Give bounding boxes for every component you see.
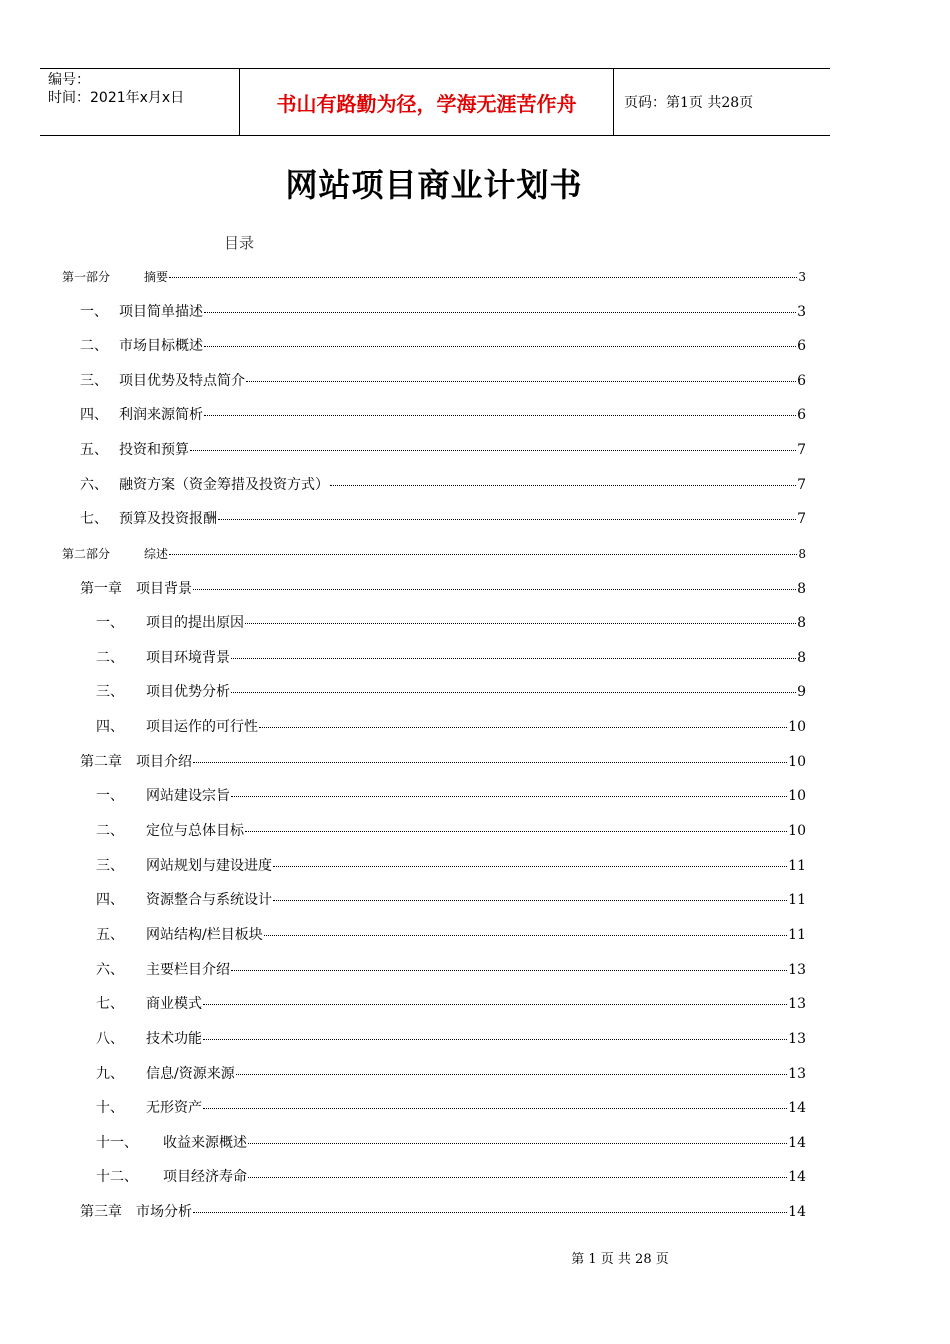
toc-entry-label: 定位与总体目标	[146, 823, 244, 839]
toc-dot-leader	[218, 505, 796, 520]
toc-dot-leader	[246, 367, 796, 382]
toc-entry-number: 十、	[96, 1100, 124, 1116]
toc-entry-number: 五、	[80, 442, 108, 458]
toc-dot-leader	[169, 263, 797, 278]
number-label: 编号：	[48, 72, 90, 88]
page-header	[40, 68, 830, 136]
toc-entry-number: 五、	[96, 927, 124, 943]
toc-entry-label: 综述	[144, 547, 169, 561]
toc-entry-number: 三、	[80, 373, 108, 389]
toc-entry-number: 十一、	[96, 1135, 138, 1151]
time-label: 时间：2021年x月x日	[48, 90, 185, 106]
toc-entry[interactable]	[80, 301, 806, 321]
toc-dot-leader	[169, 540, 797, 555]
toc-entry[interactable]	[96, 993, 806, 1013]
toc-entry-label: 项目运作的可行性	[146, 719, 258, 735]
toc-entry-page: 7	[797, 442, 806, 458]
toc-entry[interactable]	[96, 716, 806, 736]
toc-entry-page: 7	[797, 477, 806, 493]
toc-entry-number: 二、	[96, 650, 124, 666]
toc-entry-number: 十二、	[96, 1169, 138, 1185]
toc-entry-label: 摘要	[144, 270, 169, 284]
toc-entry[interactable]	[80, 439, 806, 459]
toc-entry-page: 3	[797, 304, 806, 320]
toc-dot-leader	[248, 1129, 787, 1144]
toc-entry-label: 项目介绍	[136, 754, 192, 770]
toc-entry[interactable]	[80, 474, 806, 494]
toc-entry[interactable]	[96, 1132, 806, 1152]
toc-entry[interactable]	[62, 266, 806, 286]
toc-entry-page: 13	[788, 1031, 806, 1047]
toc-entry-label: 技术功能	[146, 1031, 202, 1047]
toc-dot-leader	[264, 921, 787, 936]
toc-entry-page: 13	[788, 962, 806, 978]
toc-entry-number: 二、	[80, 338, 108, 354]
toc-entry-page: 8	[797, 650, 806, 666]
toc-entry-page: 3	[798, 270, 806, 284]
toc-entry[interactable]	[96, 959, 806, 979]
toc-entry-number: 八、	[96, 1031, 124, 1047]
toc-entry-number: 七、	[96, 996, 124, 1012]
toc-entry[interactable]	[96, 924, 806, 944]
toc-dot-leader	[231, 678, 796, 693]
toc-entry-number: 三、	[96, 684, 124, 700]
toc-entry[interactable]	[80, 370, 806, 390]
toc-entry[interactable]	[96, 785, 806, 805]
toc-dot-leader	[231, 956, 787, 971]
toc-entry-number: 一、	[80, 304, 108, 320]
toc-dot-leader	[248, 1163, 787, 1178]
toc-entry-number: 四、	[80, 407, 108, 423]
toc-entry-number: 第一部分	[62, 270, 111, 284]
toc-entry-label: 网站结构/栏目板块	[146, 927, 263, 943]
toc-entry[interactable]	[96, 647, 806, 667]
toc-entry-number: 第二章	[80, 754, 122, 770]
toc-entry-label: 投资和预算	[119, 442, 189, 458]
toc-entry-number: 第三章	[80, 1204, 122, 1220]
toc-entry-page: 7	[797, 511, 806, 527]
toc-entry-page: 6	[797, 373, 806, 389]
toc-entry-label: 项目优势及特点简介	[119, 373, 245, 389]
toc-entry-number: 第二部分	[62, 547, 111, 561]
toc-entry[interactable]	[96, 681, 806, 701]
toc-entry-label: 收益来源概述	[163, 1135, 247, 1151]
toc-entry-label: 网站建设宗旨	[146, 788, 230, 804]
document-title: 网站项目商业计划书	[285, 166, 583, 204]
toc-dot-leader	[236, 1060, 787, 1075]
toc-entry[interactable]	[80, 751, 806, 771]
header-meta	[40, 69, 240, 135]
toc-entry-label: 项目背景	[136, 581, 192, 597]
toc-entry-label: 利润来源简析	[119, 407, 203, 423]
toc-entry-page: 11	[788, 858, 806, 874]
toc-dot-leader	[245, 609, 796, 624]
toc-dot-leader	[259, 713, 787, 728]
toc-entry-number: 六、	[80, 477, 108, 493]
toc-entry-number: 四、	[96, 892, 124, 908]
toc-entry-page: 13	[788, 996, 806, 1012]
toc-entry-label: 项目的提出原因	[146, 615, 244, 631]
header-motto: 书山有路勤为径，学海无涯苦作舟	[240, 69, 614, 135]
toc-dot-leader	[273, 852, 787, 867]
toc-entry-page: 10	[788, 719, 806, 735]
toc-entry-label: 市场分析	[136, 1204, 192, 1220]
toc-dot-leader	[193, 1198, 787, 1213]
toc-entry-label: 无形资产	[146, 1100, 202, 1116]
toc-dot-leader	[203, 1094, 787, 1109]
toc-entry-page: 11	[788, 927, 806, 943]
toc-entry-label: 市场目标概述	[119, 338, 203, 354]
toc-entry-number: 四、	[96, 719, 124, 735]
toc-entry-number: 一、	[96, 615, 124, 631]
toc-entry[interactable]	[96, 1097, 806, 1117]
toc-dot-leader	[245, 817, 787, 832]
toc-entry-page: 8	[797, 615, 806, 631]
toc-entry[interactable]	[96, 1166, 806, 1186]
toc-dot-leader	[203, 990, 787, 1005]
toc-entry-label: 预算及投资报酬	[119, 511, 217, 527]
toc-dot-leader	[203, 1025, 787, 1040]
toc-heading: 目录	[224, 234, 255, 252]
toc-entry-page: 14	[788, 1169, 806, 1185]
toc-entry[interactable]	[96, 1063, 806, 1083]
toc-entry-number: 三、	[96, 858, 124, 874]
page-footer: 第 1 页 共 28 页	[571, 1252, 669, 1267]
toc-entry[interactable]	[80, 335, 806, 355]
toc-entry[interactable]	[62, 543, 806, 563]
toc-entry-label: 信息/资源来源	[146, 1066, 235, 1082]
toc-entry-page: 14	[788, 1204, 806, 1220]
toc-entry-label: 项目简单描述	[119, 304, 203, 320]
toc-entry-label: 项目环境背景	[146, 650, 230, 666]
toc-entry-page: 10	[788, 754, 806, 770]
toc-entry-label: 项目经济寿命	[163, 1169, 247, 1185]
toc-entry-page: 8	[797, 581, 806, 597]
toc-entry[interactable]	[80, 1201, 806, 1221]
toc-entry-page: 13	[788, 1066, 806, 1082]
toc-entry-label: 融资方案（资金筹措及投资方式）	[119, 477, 329, 493]
toc-entry-page: 6	[797, 338, 806, 354]
toc-entry[interactable]	[96, 1028, 806, 1048]
toc-entry-page: 14	[788, 1135, 806, 1151]
toc-entry-number: 二、	[96, 823, 124, 839]
toc-entry[interactable]	[80, 508, 806, 528]
toc-dot-leader	[330, 471, 796, 486]
toc-entry[interactable]	[80, 578, 806, 598]
toc-entry-number: 九、	[96, 1066, 124, 1082]
toc-dot-leader	[231, 782, 787, 797]
toc-entry-number: 一、	[96, 788, 124, 804]
toc-dot-leader	[204, 401, 796, 416]
toc-entry-label: 商业模式	[146, 996, 202, 1012]
toc-entry-page: 9	[797, 684, 806, 700]
toc-entry-page: 14	[788, 1100, 806, 1116]
toc-dot-leader	[193, 748, 787, 763]
toc-entry-page: 10	[788, 823, 806, 839]
toc-entry-page: 6	[797, 407, 806, 423]
toc-entry-label: 网站规划与建设进度	[146, 858, 272, 874]
toc-entry-number: 六、	[96, 962, 124, 978]
toc-dot-leader	[190, 436, 796, 451]
toc-dot-leader	[273, 886, 787, 901]
toc-entry-label: 资源整合与系统设计	[146, 892, 272, 908]
toc-entry[interactable]	[96, 612, 806, 632]
toc-dot-leader	[204, 298, 796, 313]
toc-entry[interactable]	[96, 889, 806, 909]
toc-entry[interactable]	[80, 404, 806, 424]
toc-entry-label: 项目优势分析	[146, 684, 230, 700]
toc-dot-leader	[204, 332, 796, 347]
header-page-info: 页码：第1页 共28页	[624, 95, 754, 111]
toc-entry[interactable]	[96, 820, 806, 840]
toc-entry-page: 8	[798, 547, 806, 561]
toc-entry-number: 七、	[80, 511, 108, 527]
toc-entry-number: 第一章	[80, 581, 122, 597]
toc-entry-label: 主要栏目介绍	[146, 962, 230, 978]
toc-entry[interactable]	[96, 855, 806, 875]
toc-dot-leader	[193, 575, 796, 590]
toc-dot-leader	[231, 644, 796, 659]
toc-entry-page: 11	[788, 892, 806, 908]
toc-entry-page: 10	[788, 788, 806, 804]
